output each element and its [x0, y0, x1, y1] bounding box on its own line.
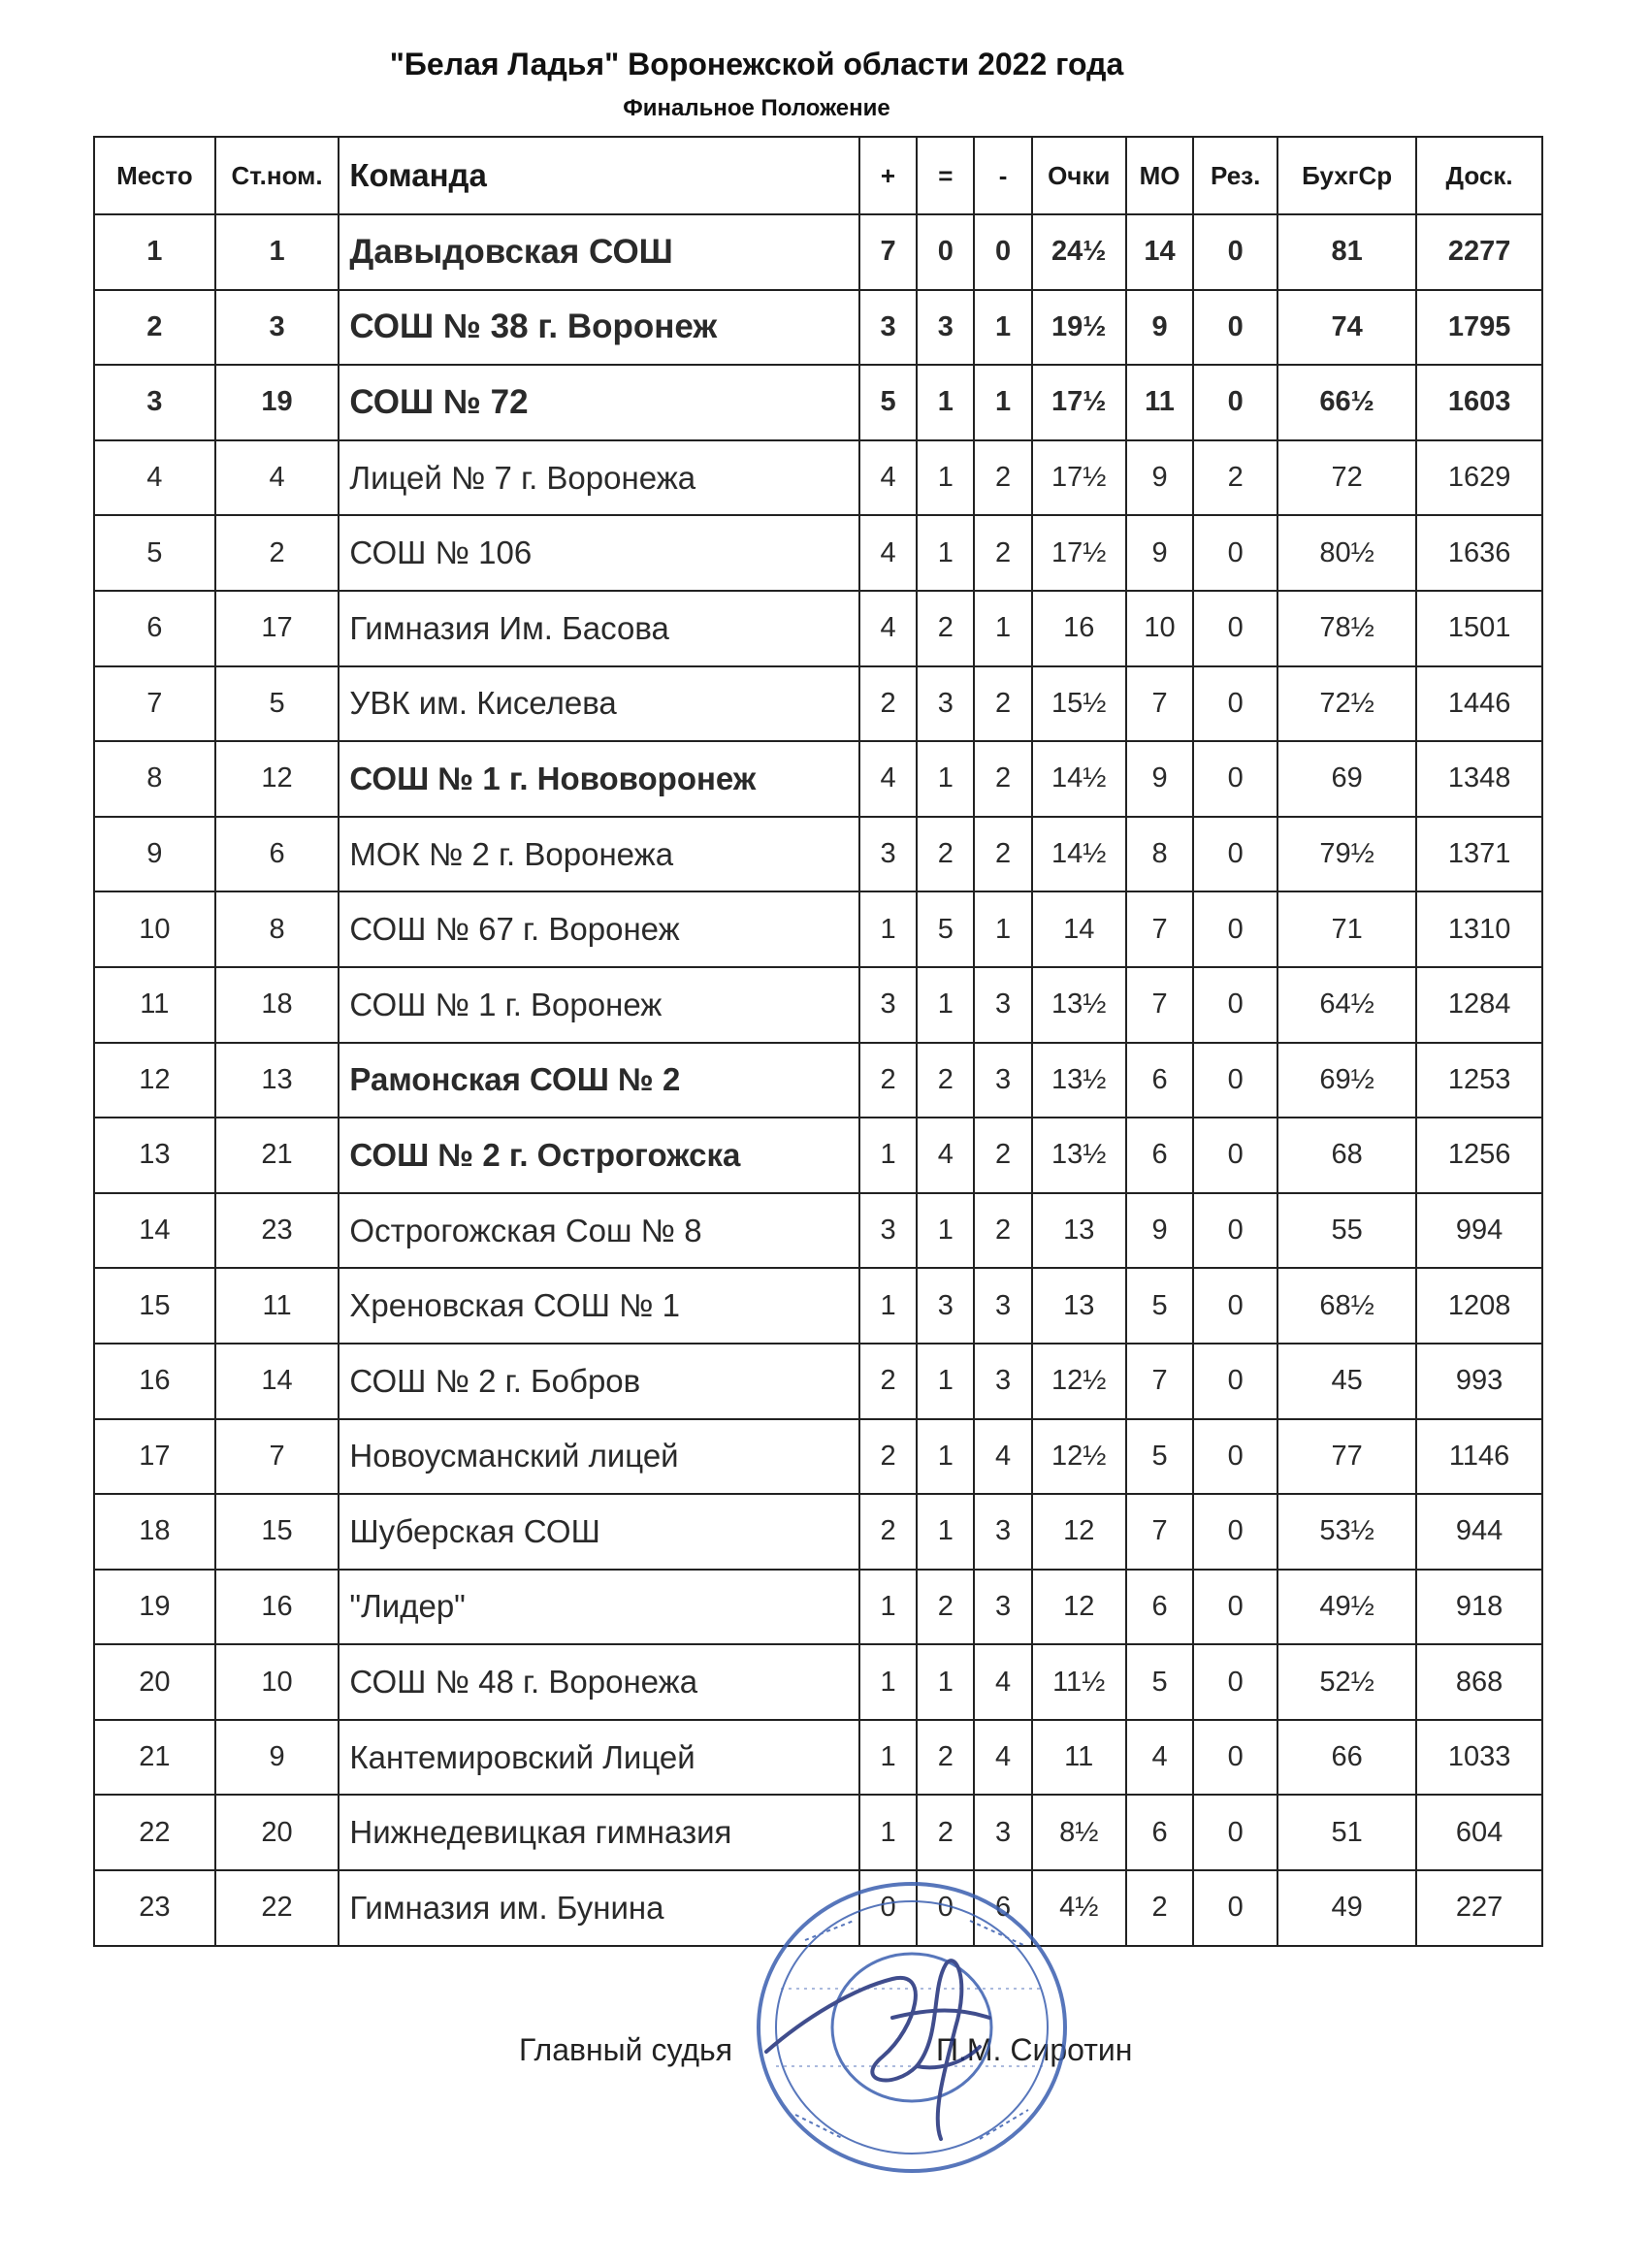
standings-table [93, 136, 1543, 1947]
cell-draws: 1 [917, 967, 974, 1043]
table-row [94, 1720, 1542, 1796]
cell-start-no: 8 [215, 891, 340, 967]
table-row [94, 1795, 1542, 1870]
cell-result: 0 [1193, 1644, 1277, 1720]
cell-start-no: 16 [215, 1570, 340, 1645]
cell-points: 13 [1032, 1268, 1126, 1344]
cell-team: Давыдовская СОШ [339, 214, 858, 290]
cell-place: 23 [94, 1870, 215, 1946]
table-row [94, 1494, 1542, 1570]
cell-match-points: 10 [1126, 591, 1193, 666]
cell-result: 0 [1193, 891, 1277, 967]
cell-match-points: 7 [1126, 1344, 1193, 1419]
cell-place: 1 [94, 214, 215, 290]
cell-team: Рамонская СОШ № 2 [339, 1043, 858, 1118]
cell-losses: 2 [974, 666, 1031, 742]
table-row [94, 515, 1542, 591]
cell-boards: 1033 [1416, 1720, 1542, 1796]
cell-losses: 2 [974, 817, 1031, 892]
cell-draws: 5 [917, 891, 974, 967]
cell-points: 12 [1032, 1570, 1126, 1645]
cell-match-points: 4 [1126, 1720, 1193, 1796]
cell-match-points: 9 [1126, 515, 1193, 591]
cell-place: 8 [94, 741, 215, 817]
cell-draws: 1 [917, 1344, 974, 1419]
cell-match-points: 5 [1126, 1644, 1193, 1720]
cell-buchholz: 78½ [1277, 591, 1416, 666]
cell-team: УВК им. Киселева [339, 666, 858, 742]
cell-place: 18 [94, 1494, 215, 1570]
cell-draws: 2 [917, 1043, 974, 1118]
cell-place: 5 [94, 515, 215, 591]
cell-draws: 1 [917, 741, 974, 817]
table-row [94, 214, 1542, 290]
cell-boards: 604 [1416, 1795, 1542, 1870]
cell-draws: 2 [917, 1720, 974, 1796]
header-place: Место [94, 137, 215, 214]
cell-points: 13½ [1032, 1043, 1126, 1118]
cell-points: 14½ [1032, 741, 1126, 817]
cell-wins: 1 [859, 1720, 917, 1796]
cell-losses: 4 [974, 1419, 1031, 1495]
cell-wins: 2 [859, 1494, 917, 1570]
cell-team: Хреновская СОШ № 1 [339, 1268, 858, 1344]
cell-place: 19 [94, 1570, 215, 1645]
cell-start-no: 4 [215, 440, 340, 516]
cell-buchholz: 74 [1277, 290, 1416, 366]
header-wins: + [859, 137, 917, 214]
cell-points: 17½ [1032, 365, 1126, 440]
cell-buchholz: 49 [1277, 1870, 1416, 1946]
cell-result: 0 [1193, 1419, 1277, 1495]
cell-buchholz: 79½ [1277, 817, 1416, 892]
cell-boards: 1603 [1416, 365, 1542, 440]
cell-losses: 4 [974, 1644, 1031, 1720]
cell-draws: 1 [917, 1494, 974, 1570]
cell-wins: 1 [859, 1268, 917, 1344]
table-row [94, 290, 1542, 366]
cell-match-points: 7 [1126, 666, 1193, 742]
cell-match-points: 8 [1126, 817, 1193, 892]
cell-place: 9 [94, 817, 215, 892]
judge-label: Главный судья [519, 2032, 733, 2067]
cell-result: 0 [1193, 290, 1277, 366]
cell-buchholz: 64½ [1277, 967, 1416, 1043]
cell-result: 0 [1193, 1268, 1277, 1344]
header-boards: Доск. [1416, 137, 1542, 214]
cell-team: Острогожская Сош № 8 [339, 1193, 858, 1269]
cell-wins: 4 [859, 515, 917, 591]
cell-wins: 2 [859, 1419, 917, 1495]
cell-losses: 3 [974, 1795, 1031, 1870]
cell-losses: 4 [974, 1720, 1031, 1796]
cell-start-no: 13 [215, 1043, 340, 1118]
cell-losses: 1 [974, 591, 1031, 666]
cell-match-points: 9 [1126, 741, 1193, 817]
cell-draws: 3 [917, 290, 974, 366]
cell-boards: 227 [1416, 1870, 1542, 1946]
table-row [94, 1644, 1542, 1720]
cell-place: 2 [94, 290, 215, 366]
cell-team: СОШ № 2 г. Острогожска [339, 1118, 858, 1193]
cell-place: 3 [94, 365, 215, 440]
cell-start-no: 21 [215, 1118, 340, 1193]
table-row [94, 365, 1542, 440]
cell-result: 0 [1193, 515, 1277, 591]
cell-match-points: 14 [1126, 214, 1193, 290]
table-row [94, 1344, 1542, 1419]
cell-match-points: 5 [1126, 1268, 1193, 1344]
cell-buchholz: 49½ [1277, 1570, 1416, 1645]
cell-team: МОК № 2 г. Воронежа [339, 817, 858, 892]
cell-points: 16 [1032, 591, 1126, 666]
cell-boards: 918 [1416, 1570, 1542, 1645]
cell-wins: 1 [859, 1795, 917, 1870]
cell-result: 0 [1193, 1870, 1277, 1946]
cell-start-no: 12 [215, 741, 340, 817]
cell-team: "Лидер" [339, 1570, 858, 1645]
cell-points: 13½ [1032, 1118, 1126, 1193]
cell-boards: 1253 [1416, 1043, 1542, 1118]
cell-points: 24½ [1032, 214, 1126, 290]
cell-draws: 2 [917, 1795, 974, 1870]
cell-points: 13½ [1032, 967, 1126, 1043]
cell-points: 11 [1032, 1720, 1126, 1796]
table-row [94, 1570, 1542, 1645]
cell-start-no: 20 [215, 1795, 340, 1870]
table-row [94, 1870, 1542, 1946]
cell-match-points: 7 [1126, 967, 1193, 1043]
cell-buchholz: 69½ [1277, 1043, 1416, 1118]
cell-result: 0 [1193, 741, 1277, 817]
header-points: Очки [1032, 137, 1126, 214]
cell-points: 8½ [1032, 1795, 1126, 1870]
cell-place: 6 [94, 591, 215, 666]
cell-draws: 2 [917, 591, 974, 666]
cell-buchholz: 77 [1277, 1419, 1416, 1495]
cell-start-no: 14 [215, 1344, 340, 1419]
table-row [94, 1193, 1542, 1269]
cell-start-no: 11 [215, 1268, 340, 1344]
cell-wins: 7 [859, 214, 917, 290]
cell-match-points: 2 [1126, 1870, 1193, 1946]
cell-wins: 5 [859, 365, 917, 440]
cell-draws: 0 [917, 214, 974, 290]
cell-losses: 2 [974, 440, 1031, 516]
cell-boards: 993 [1416, 1344, 1542, 1419]
cell-losses: 3 [974, 1043, 1031, 1118]
header-match-points: МО [1126, 137, 1193, 214]
cell-result: 0 [1193, 1043, 1277, 1118]
cell-draws: 1 [917, 440, 974, 516]
cell-draws: 3 [917, 1268, 974, 1344]
cell-boards: 1501 [1416, 591, 1542, 666]
cell-team: СОШ № 72 [339, 365, 858, 440]
cell-result: 0 [1193, 591, 1277, 666]
cell-match-points: 7 [1126, 891, 1193, 967]
cell-wins: 0 [859, 1870, 917, 1946]
header-draws: = [917, 137, 974, 214]
cell-losses: 3 [974, 1268, 1031, 1344]
cell-draws: 1 [917, 1644, 974, 1720]
cell-boards: 1629 [1416, 440, 1542, 516]
cell-result: 0 [1193, 1193, 1277, 1269]
cell-match-points: 6 [1126, 1570, 1193, 1645]
cell-losses: 3 [974, 1570, 1031, 1645]
cell-losses: 3 [974, 967, 1031, 1043]
cell-team: СОШ № 67 г. Воронеж [339, 891, 858, 967]
judge-name: П.М. Сиротин [936, 2032, 1133, 2067]
cell-boards: 2277 [1416, 214, 1542, 290]
cell-result: 0 [1193, 666, 1277, 742]
cell-result: 0 [1193, 817, 1277, 892]
cell-buchholz: 66 [1277, 1720, 1416, 1796]
cell-losses: 0 [974, 214, 1031, 290]
cell-place: 16 [94, 1344, 215, 1419]
cell-result: 0 [1193, 1344, 1277, 1419]
table-row [94, 1118, 1542, 1193]
cell-place: 14 [94, 1193, 215, 1269]
cell-team: СОШ № 38 г. Воронеж [339, 290, 858, 366]
cell-boards: 1795 [1416, 290, 1542, 366]
cell-start-no: 2 [215, 515, 340, 591]
cell-buchholz: 55 [1277, 1193, 1416, 1269]
cell-match-points: 6 [1126, 1795, 1193, 1870]
cell-draws: 1 [917, 1193, 974, 1269]
cell-buchholz: 68½ [1277, 1268, 1416, 1344]
cell-match-points: 6 [1126, 1043, 1193, 1118]
cell-losses: 6 [974, 1870, 1031, 1946]
cell-team: Кантемировский Лицей [339, 1720, 858, 1796]
cell-points: 15½ [1032, 666, 1126, 742]
table-row [94, 1043, 1542, 1118]
cell-team: Лицей № 7 г. Воронежа [339, 440, 858, 516]
cell-place: 11 [94, 967, 215, 1043]
cell-place: 17 [94, 1419, 215, 1495]
cell-losses: 2 [974, 1118, 1031, 1193]
cell-start-no: 5 [215, 666, 340, 742]
cell-team: СОШ № 2 г. Бобров [339, 1344, 858, 1419]
cell-place: 7 [94, 666, 215, 742]
cell-boards: 1636 [1416, 515, 1542, 591]
cell-place: 22 [94, 1795, 215, 1870]
table-row [94, 591, 1542, 666]
cell-result: 0 [1193, 1795, 1277, 1870]
cell-buchholz: 69 [1277, 741, 1416, 817]
cell-wins: 1 [859, 1570, 917, 1645]
cell-boards: 1310 [1416, 891, 1542, 967]
table-row [94, 440, 1542, 516]
cell-points: 19½ [1032, 290, 1126, 366]
cell-start-no: 22 [215, 1870, 340, 1946]
cell-start-no: 7 [215, 1419, 340, 1495]
cell-points: 13 [1032, 1193, 1126, 1269]
cell-wins: 2 [859, 1344, 917, 1419]
cell-match-points: 9 [1126, 290, 1193, 366]
cell-start-no: 19 [215, 365, 340, 440]
cell-losses: 2 [974, 1193, 1031, 1269]
cell-wins: 4 [859, 591, 917, 666]
cell-losses: 3 [974, 1494, 1031, 1570]
cell-place: 13 [94, 1118, 215, 1193]
cell-team: СОШ № 48 г. Воронежа [339, 1644, 858, 1720]
cell-buchholz: 52½ [1277, 1644, 1416, 1720]
cell-draws: 1 [917, 1419, 974, 1495]
table-row [94, 741, 1542, 817]
cell-points: 12½ [1032, 1419, 1126, 1495]
cell-start-no: 17 [215, 591, 340, 666]
cell-team: Нижнедевицкая гимназия [339, 1795, 858, 1870]
cell-buchholz: 72 [1277, 440, 1416, 516]
cell-draws: 0 [917, 1870, 974, 1946]
cell-boards: 1284 [1416, 967, 1542, 1043]
cell-losses: 1 [974, 290, 1031, 366]
table-header-row [94, 137, 1542, 214]
header-team: Команда [339, 137, 858, 214]
cell-team: СОШ № 106 [339, 515, 858, 591]
cell-draws: 4 [917, 1118, 974, 1193]
cell-wins: 2 [859, 666, 917, 742]
cell-wins: 3 [859, 290, 917, 366]
cell-draws: 2 [917, 1570, 974, 1645]
cell-wins: 4 [859, 741, 917, 817]
cell-place: 21 [94, 1720, 215, 1796]
cell-match-points: 9 [1126, 440, 1193, 516]
cell-losses: 1 [974, 891, 1031, 967]
cell-result: 0 [1193, 365, 1277, 440]
document-title: "Белая Ладья" Воронежской области 2022 года [389, 47, 1124, 81]
table-row [94, 891, 1542, 967]
cell-result: 0 [1193, 1494, 1277, 1570]
cell-losses: 2 [974, 741, 1031, 817]
cell-points: 17½ [1032, 440, 1126, 516]
cell-result: 2 [1193, 440, 1277, 516]
cell-boards: 868 [1416, 1644, 1542, 1720]
cell-boards: 1256 [1416, 1118, 1542, 1193]
cell-match-points: 5 [1126, 1419, 1193, 1495]
cell-wins: 3 [859, 967, 917, 1043]
cell-wins: 4 [859, 440, 917, 516]
cell-draws: 1 [917, 515, 974, 591]
cell-losses: 3 [974, 1344, 1031, 1419]
cell-buchholz: 45 [1277, 1344, 1416, 1419]
header-buchholz: БухгСр [1277, 137, 1416, 214]
cell-start-no: 10 [215, 1644, 340, 1720]
cell-start-no: 1 [215, 214, 340, 290]
cell-wins: 3 [859, 1193, 917, 1269]
cell-buchholz: 71 [1277, 891, 1416, 967]
cell-boards: 1146 [1416, 1419, 1542, 1495]
cell-match-points: 9 [1126, 1193, 1193, 1269]
table-row [94, 1268, 1542, 1344]
cell-wins: 1 [859, 1118, 917, 1193]
cell-place: 20 [94, 1644, 215, 1720]
cell-draws: 1 [917, 365, 974, 440]
cell-draws: 3 [917, 666, 974, 742]
cell-points: 12 [1032, 1494, 1126, 1570]
cell-losses: 2 [974, 515, 1031, 591]
cell-start-no: 15 [215, 1494, 340, 1570]
cell-team: Новоусманский лицей [339, 1419, 858, 1495]
cell-boards: 1371 [1416, 817, 1542, 892]
cell-team: СОШ № 1 г. Нововоронеж [339, 741, 858, 817]
cell-result: 0 [1193, 967, 1277, 1043]
cell-start-no: 18 [215, 967, 340, 1043]
cell-wins: 1 [859, 891, 917, 967]
cell-buchholz: 66½ [1277, 365, 1416, 440]
cell-result: 0 [1193, 1118, 1277, 1193]
cell-wins: 3 [859, 817, 917, 892]
cell-team: Гимназия Им. Басова [339, 591, 858, 666]
cell-match-points: 6 [1126, 1118, 1193, 1193]
cell-buchholz: 53½ [1277, 1494, 1416, 1570]
table-row [94, 666, 1542, 742]
cell-place: 12 [94, 1043, 215, 1118]
cell-buchholz: 51 [1277, 1795, 1416, 1870]
cell-start-no: 6 [215, 817, 340, 892]
header-losses: - [974, 137, 1031, 214]
cell-points: 14½ [1032, 817, 1126, 892]
header-start-no: Ст.ном. [215, 137, 340, 214]
cell-boards: 1208 [1416, 1268, 1542, 1344]
cell-boards: 1446 [1416, 666, 1542, 742]
cell-result: 0 [1193, 214, 1277, 290]
cell-team: СОШ № 1 г. Воронеж [339, 967, 858, 1043]
cell-boards: 1348 [1416, 741, 1542, 817]
cell-buchholz: 72½ [1277, 666, 1416, 742]
cell-match-points: 11 [1126, 365, 1193, 440]
cell-buchholz: 81 [1277, 214, 1416, 290]
cell-boards: 994 [1416, 1193, 1542, 1269]
cell-start-no: 23 [215, 1193, 340, 1269]
document-subtitle: Финальное Положение [623, 95, 890, 121]
cell-points: 14 [1032, 891, 1126, 967]
cell-team: Гимназия им. Бунина [339, 1870, 858, 1946]
table-row [94, 1419, 1542, 1495]
cell-points: 4½ [1032, 1870, 1126, 1946]
cell-losses: 1 [974, 365, 1031, 440]
cell-place: 10 [94, 891, 215, 967]
cell-start-no: 3 [215, 290, 340, 366]
header-result: Рез. [1193, 137, 1277, 214]
cell-points: 17½ [1032, 515, 1126, 591]
cell-start-no: 9 [215, 1720, 340, 1796]
cell-wins: 1 [859, 1644, 917, 1720]
cell-buchholz: 68 [1277, 1118, 1416, 1193]
cell-draws: 2 [917, 817, 974, 892]
cell-team: Шуберская СОШ [339, 1494, 858, 1570]
cell-points: 11½ [1032, 1644, 1126, 1720]
table-body [94, 214, 1542, 1946]
cell-result: 0 [1193, 1570, 1277, 1645]
cell-match-points: 7 [1126, 1494, 1193, 1570]
cell-result: 0 [1193, 1720, 1277, 1796]
cell-boards: 944 [1416, 1494, 1542, 1570]
cell-buchholz: 80½ [1277, 515, 1416, 591]
cell-wins: 2 [859, 1043, 917, 1118]
cell-points: 12½ [1032, 1344, 1126, 1419]
table-row [94, 817, 1542, 892]
cell-place: 15 [94, 1268, 215, 1344]
cell-place: 4 [94, 440, 215, 516]
signature-line [519, 2032, 1256, 2071]
table-row [94, 967, 1542, 1043]
